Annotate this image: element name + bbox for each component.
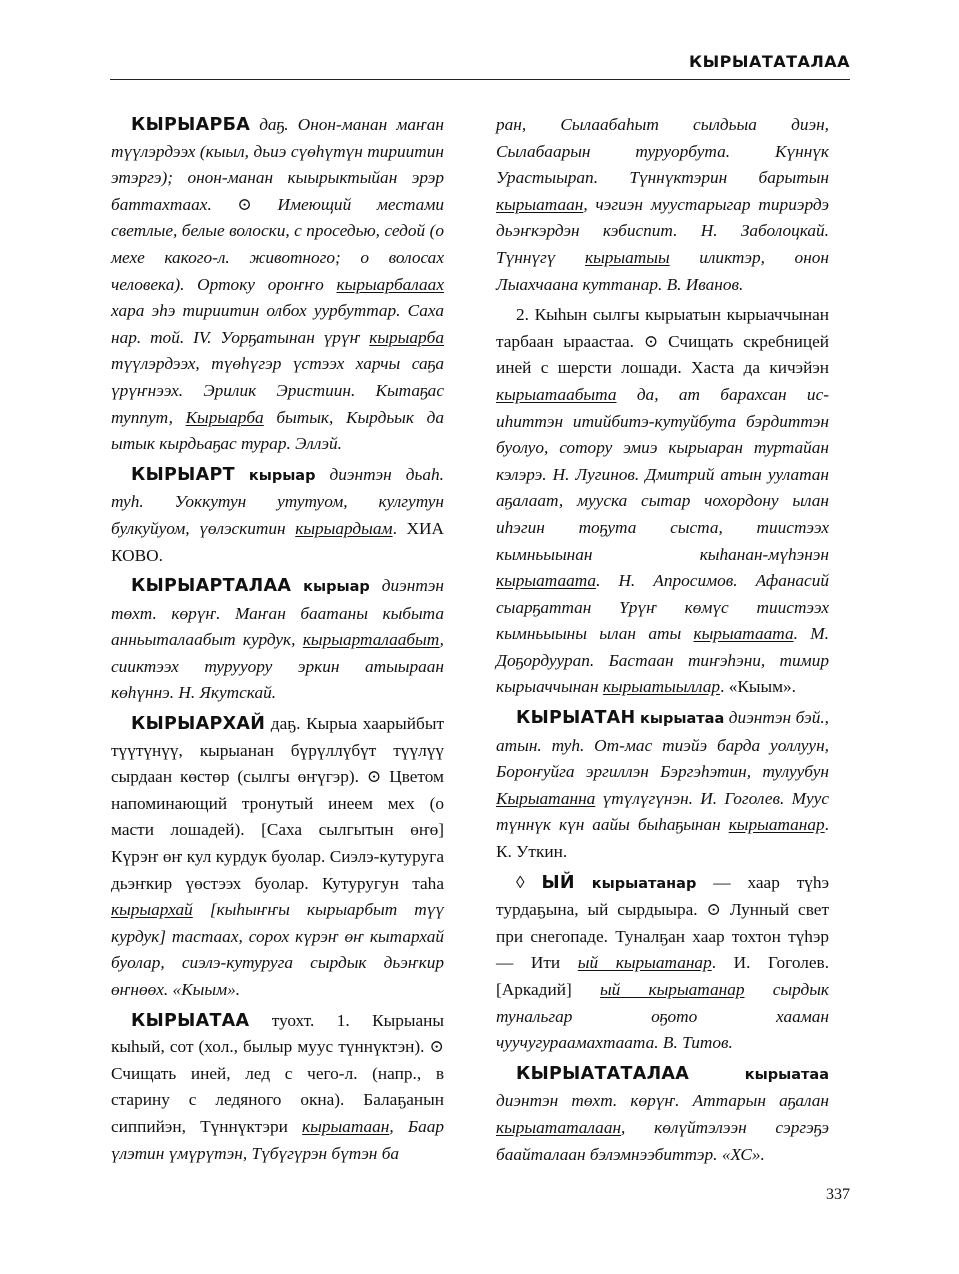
example-word: кырыатаабыта [496,384,617,404]
headword: КЫРЫАРТАЛАА [131,576,292,597]
example-word: кырыатаан [496,194,584,214]
entry-kyryataa [111,1008,444,1168]
left-column [111,112,444,1171]
definition-text: [кыһыҥҥы кырыарбыт түү курдук] тастаах, сорох күрэҥ өҥ кытархай буолар, сиэлэ-кутуруга сырдык дьэҥкир өҥнөөх. «Кыым». [111,900,444,999]
example-word: кырыархай [111,900,193,920]
root-word: кырыар [303,579,370,596]
definition-text: туохт. 1. Кырыаны кыһый, сот (хол., былыр муус түннүктэн). ⊙ Счищать иней, лед с чего-л. (напр., в старину с ледяного окна). Балаҕанын сиппийэн, Түннүктэри [111,1010,444,1136]
definition-text: — хаар түһэ турдаҕына, ый сырдыыра. ⊙ Лунный свет при снегопаде. Туналҕан хаар тохтон түһэр — Ити [496,872,829,973]
entry-kyryarkhai [111,711,444,1004]
definition-text: ран, Сылаабаһыт сылдьыа диэн, Сылабаарын туруорбута. Күннүк Урастыырап. Түннүктэрин барытын [496,115,829,188]
running-head: КЫРЫАТАТАЛАА [689,52,850,71]
example-word: кырыататалаан [496,1117,622,1137]
definition-text: түүлэрдээх, түөһүгэр үстээх харчы саҕа үрүҥнээх. Эрилик Эристиин. Кытаҕас туппут, [111,354,444,427]
definition-text: иликтэр, онон Лыахчаана куттанар. В. Иванов. [496,247,829,294]
right-column [496,112,829,1172]
definition-text: 2. Кыһын сылгы кырыатын кырыаччынан тарбаан ыраастаа. ⊙ Счищать скребницей иней с шерсти лошади. Хаста да кичэйэн [496,305,829,378]
headword: КЫРЫАТАА [131,1010,250,1031]
example-word: кырыатыыллар [602,677,721,697]
example-word: кырыарба [369,327,444,347]
example-word: кырыатаан [302,1116,390,1136]
definition-text: . И. Гоголев. [Аркадий] [496,953,830,999]
definition-text: сырдык тунальгар оҕото хааман чуучугураамахтаата. В. Титов. [496,980,830,1053]
definition-text: . ХИА КОВО. [111,518,444,565]
example-word: ый кырыатанар [599,980,745,999]
header-rule [110,79,850,80]
example-word: Кырыарба [185,407,264,427]
example-word: кырыатаата [496,571,597,591]
root-word: кырыатаа [640,711,725,728]
example-word: кырыатыы [585,247,670,267]
example-word: кырыарталаабыт [302,630,440,650]
definition-text: диэнтэн бэй., атын. туһ. От-мас тиэйэ барда уоллуун, Бороҥуйга эргиллэн Бэргэһэтин, тулуубун [496,708,829,782]
example-word: кырыатанар [728,815,825,835]
example-word: ый кырыатанар [577,953,712,973]
headword: КЫРЫАРБА [131,115,251,135]
headword: ЫЙ [541,872,575,893]
example-word: Кырыатанна [496,788,596,808]
definition-text: үтүлүгүнэн. И. Гоголев. Муус түннүк күн аайы быһаҕынан [496,788,829,835]
definition-text: бытык, Кырдьык да ытык кырдьаҕас турар. Эллэй. [111,407,444,454]
definition-text: , Баар үлэтин үмүрүтэн, Түбүгүрэн бүтэн ба [111,1116,444,1163]
entry-kyryataa-continued [496,112,829,298]
idiom-marker: ◊ [516,872,542,892]
example-word: кырыарбалаах [336,274,444,294]
headword: КЫРЫАРХАЙ [131,714,266,735]
page-number: 337 [826,1186,850,1203]
definition-text: . М. Доҕордуурап. Бастаан тиҥэһэни, тимир кырыаччынан [496,624,829,697]
definition-text: да, ат барахсан ис-иһиттэн итийбитэ-кутуйбута бэрдиттэн буолуо, сотору эмиэ кырыаран туртайан кэлэрэ. Н. Лугинов. Дмитрий атын уулатан аҕалаат, мууска сытар чохордону ылан иһэгин тоҕута сыста, тиистээх кымньыынан кыһанан-мүһэнэн [496,384,829,564]
definition-text: диэнтэн төхт. көрүҥ. Маҥан баатаны кыбыта анньыталаабыт курдук, [111,576,444,650]
entry-kyryarba [111,112,444,458]
definition-text: даҕ. Кырыа хаарыйбыт түүтүнүү, кырыанан бүрүллүбүт түүлүү сырдаан көстөр (сылгы өҥүгэр). ⊙ Цветом напоминающий тронутый инеем мех (о масти лошадей). [Саха сылгытын өҥө] Күрэҥ өҥ кул курдук буолар. Сиэлэ-кутуруга дьэҥкир үөстээх буолар. Кутуругун таһа [111,714,444,893]
entry-kyryartalaa [111,573,444,707]
definition-text: , сииктээх турууору эркин атыыраан көһүннэ. Н. Якутскай. [111,630,444,703]
definition-text: хара эһэ тириитин олбох уурбуттар. Саха нар. той. IV. Уорҕатынан үрүҥ [111,301,444,347]
entry-kyryart [111,462,444,569]
root-word: кырыатаа [744,1066,829,1083]
definition-text: , көлүйтэлээн сэргэҕэ баайталаан бэлэмнээбиттэр. «ХС». [496,1117,829,1164]
definition-text: . «Кыым». [720,677,797,697]
definition-text: , чэгиэн муустарыгар тириэрдэ дьэҥкэрдэн кэбиспит. Н. Заболоцкай. Түннүгү [496,194,829,267]
example-word: кырыатаата [693,624,794,644]
definition-text: . Н. Апросимов. Афанасий сыарҕаттан Үрүҥ көмүс тиистээх кымньыыны ылан аты [496,571,829,644]
entry-kyryatatalaa [496,1061,829,1168]
definition-text: диэнтэн дьаһ. туһ. Уоккутун утутуом, кулгутун булкуйуом, үөлэскитин [111,464,444,538]
example-word: кырыардыам [295,518,393,538]
root-word: кырыар [248,467,316,484]
definition-text: даҕ. Онон-манан маҥан түүлэрдээх (кыыл, дьиэ сүөһүтүн тириитин этэргэ); онон-манан кыырыктыйан эрэр баттахтаах. ⊙ Имеющий местами светлые, белые волоски, с проседью, седой (о мехе какого-л. животного; о волосах человека). Ортоку ороҥҥо [111,115,444,294]
headword: КЫРЫАТАТАЛАА [516,1063,690,1084]
entry-kyryatan [496,705,829,866]
definition-text: . К. Уткин. [496,815,829,862]
root-word: кырыатанар [591,875,697,892]
definition-text: диэнтэн төхт. көрүҥ. Аттарын аҕалан [496,1091,829,1111]
entry-yi-kyryatanar [496,870,829,1057]
headword: КЫРЫАРТ [131,464,235,485]
entry-kyryataa-sense-2 [496,302,829,701]
headword: КЫРЫАТАН [516,708,636,729]
